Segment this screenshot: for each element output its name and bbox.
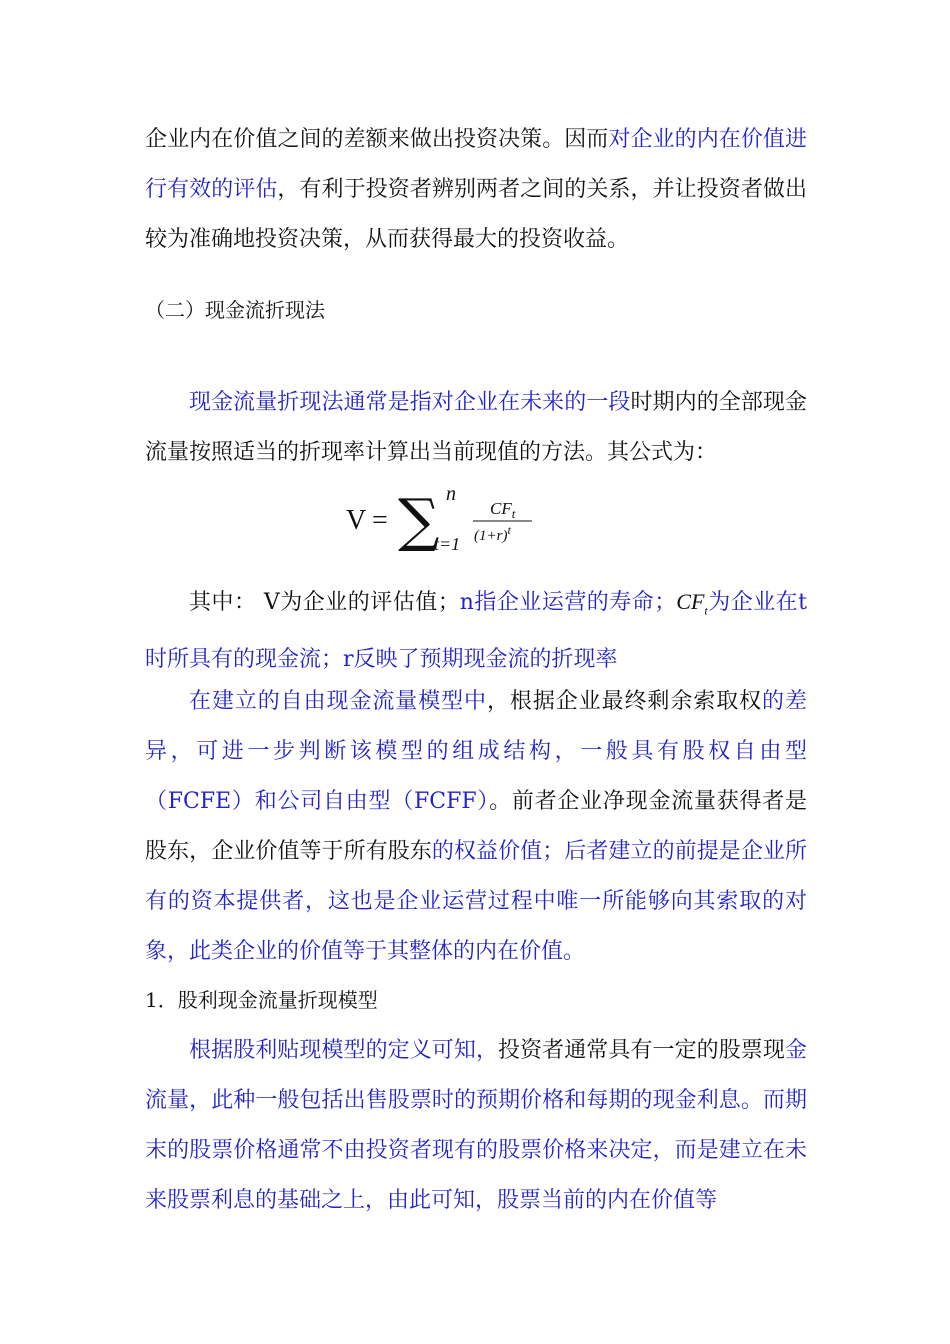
paragraph-fcf-model (145, 677, 807, 977)
highlighted-text: 的差异，可进一步判断该模型的组成结构，一般具有股权自由型（FCFE）和公司自由型（FCFF） (145, 689, 807, 814)
text-segment: 投资者通常具有一定的股票现 (498, 1038, 785, 1063)
formula-equals: = (372, 505, 388, 536)
formula-lhs: V (346, 505, 367, 536)
formula-fraction (473, 499, 532, 544)
text-segment: 。前者企业净现金流量获得者是股东，企业价值等于所有股东 (145, 789, 807, 864)
formula-upper-limit: n (446, 483, 456, 505)
paragraph-intro (145, 115, 807, 265)
highlighted-text: 在建立的自由现金流量模型中 (189, 689, 487, 714)
cf-symbol: $CF_t$ (676, 589, 708, 618)
text-segment: 时期内的全部现金流量按照适当的折现率计算出当前现值的方法。其公式为： (145, 390, 807, 465)
dcf-formula (340, 478, 600, 558)
formula-numerator: $CF_t$ (490, 499, 516, 521)
text-segment: 其中： V为企业的评估值； (189, 590, 460, 615)
highlighted-text: 金流量，此种一般包括出售股票时的预期价格和每期的现金利息。而期末的股票价格通常不由投资者现有的股票价格来决定，而是建立在未来股票利息的基础之上，由此可知，股票当前的内在价值等 (145, 1038, 807, 1213)
paragraph-variables (145, 577, 807, 685)
sigma-icon: ∑ (398, 486, 440, 554)
section-heading-ddm: 1．股利现金流量折现模型 (145, 988, 378, 1012)
highlighted-text: 根据股利贴现模型的定义可知， (189, 1038, 499, 1063)
highlighted-text: 为企业在t时所具有的现金流；r反映了预期现金流的折现率 (145, 590, 808, 673)
formula-lower-limit: t=1 (434, 534, 461, 554)
text-segment: ，有利于投资者辨别两者之间的关系，并让投资者做出较为准确地投资决策，从而获得最大的投资收益。 (145, 177, 807, 252)
highlighted-text: 的权益价值；后者建立的前提是企业所有的资本提供者，这也是企业运营过程中唯一所能够向其索取的对象，此类企业的价值等于其整体的内在价值。 (145, 839, 807, 964)
text-segment: 企业内在价值之间的差额来做出投资决策。因而 (145, 127, 609, 152)
section-heading-dcf: （二）现金流折现法 (145, 298, 325, 322)
highlighted-text: n指企业运营的寿命； (459, 590, 677, 615)
formula-denominator: $(1+r)^t$ (474, 523, 511, 544)
highlighted-text: 现金流量折现法通常是指对企业在未来的一段 (189, 390, 631, 415)
paragraph-dcf-definition (145, 378, 807, 478)
highlighted-text: 对企业的内在价值进行有效的评估 (145, 127, 807, 202)
paragraph-ddm (145, 1026, 807, 1226)
text-segment: ，根据企业最终剩余索取权 (486, 689, 763, 714)
